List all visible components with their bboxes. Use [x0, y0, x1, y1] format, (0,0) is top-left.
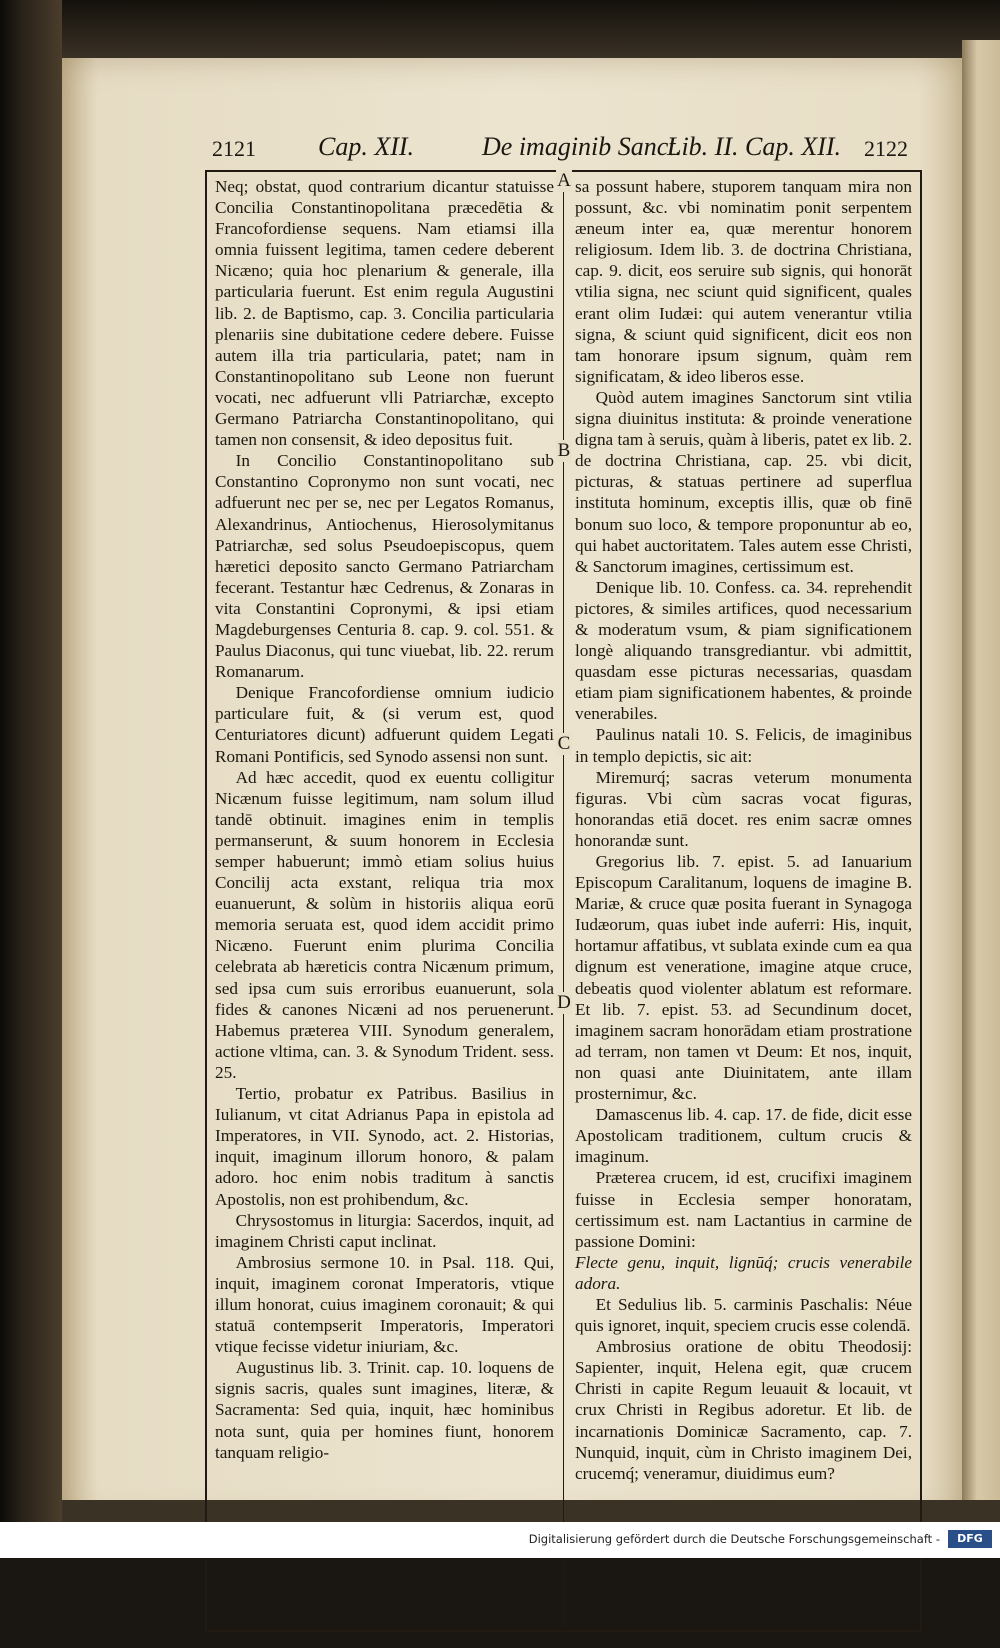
- margin-letter-d: D: [557, 992, 571, 1013]
- paragraph: Neq; obstat, quod contrarium dicantur statuisse Concilia Constantinopolitana præcedētia & Francofordiense sequens. Nam etiamsi illa omnia fuissent legitima, tamen cedere deberent Nicæno; quia hoc plenarium & generale, illa particularia fuerunt. Est enim regula Augustini lib. 2. de Baptismo, cap. 3. Concilia particularia plenariis sine dubitatione cedere debere. Fuisse autem illa tria particularia, patet; nam in Constantinopolitano sub Leone non fuerunt vocati, nec adfuerunt vlli Patriarchæ, excepto Germano Patriarcha Constantinopolitano, qui tamen non consensit, & ideo depositus fuit.: [215, 177, 554, 450]
- paragraph: Augustinus lib. 3. Trinit. cap. 10. loquens de signis sacris, quales sunt imagines, literæ, & Sacramenta: Sed quia, inquit, hæc hominibus nota sunt, quia per homines fiunt, honorem tanquam religio-: [215, 1358, 554, 1462]
- paragraph: Ambrosius sermone 10. in Psal. 118. Qui, inquit, imaginem coronat Imperatoris, vtique illum honorat, cuius imaginem coronauit; & qui statuā contempserit Imperatoris, Imperatori vtique fecisse videtur iniuriam, &c.: [215, 1252, 554, 1357]
- paragraph: Et Sedulius lib. 5. carminis Paschalis: Néue quis ignoret, inquit, speciem crucis esse colendā.: [575, 1294, 912, 1336]
- verse-quote: Flecte genu, inquit, lignūq́; crucis venerabile adora.: [575, 1252, 912, 1293]
- paragraph: Chrysostomus in liturgia: Sacerdos, inquit, ad imaginem Christi caput inclinat.: [215, 1210, 554, 1251]
- running-header: [212, 132, 920, 166]
- chapter-left: Cap. XII.: [318, 132, 415, 161]
- next-page-edge: [962, 40, 1000, 1520]
- paragraph: In Concilio Constantinopolitano sub Constantino Copronymo non sunt vocati, nec adfuerunt nec per se, nec per Legatos Romanus, Alexandrinus, Antiochenus, Hierosolymitanus Patriarchæ, sed solus Pseudoepiscopus, quem hæretici deposito sancto Germano Patriarcham fecerant. Testantur hæc Cedrenus, & Zonaras in vita Constantini Copronymi, & ipsi etiam Magdeburgenses Centuria 8. cap. 9. col. 551. & Paulus Diaconus, qui tunc viuebat, lib. 22. rerum Romanarum.: [215, 451, 554, 682]
- margin-letter-a: A: [557, 170, 571, 191]
- paragraph: Præterea crucem, id est, crucifixi imaginem fuisse in Ecclesia semper honoratam, certissimum est. nam Lactantius in carmine de passione Domini:: [575, 1168, 912, 1251]
- paragraph: Damascenus lib. 4. cap. 17. de fide, dicit esse Apostolicam traditionem, cultum crucis & imaginum.: [575, 1105, 912, 1167]
- paragraph: sa possunt habere, stuporem tanquam mira non possunt, &c. vbi nominatim ponit serpentem æneum inter ea, quæ merentur honorem religiosum. Idem lib. 3. de doctrina Christiana, cap. 9. dicit, eos seruire sub signis, qui honorāt vtilia signa, nec sciunt quid significent, quales erant olim Iudæi: qui autem venerantur vtilia signa, & sciunt quid significent, dicit eos non tam honorare ipsum signum, quàm rem significatam, & ideo liberos esse.: [575, 177, 912, 386]
- verse-quote: Miremurq́; sacras veterum monumenta figuras. Vbi cùm sacras vocat figuras, honorandas etiā docet. res enim sacræ omnes honorandæ sunt.: [575, 767, 912, 850]
- margin-letter-c: C: [557, 733, 571, 754]
- margin-letter-b: B: [557, 440, 571, 461]
- scan-top-edge: [62, 0, 1000, 58]
- book-chapter: Lib. II. Cap. XII.: [667, 132, 842, 161]
- column-divider: [563, 170, 564, 1627]
- paragraph: Gregorius lib. 7. epist. 5. ad Ianuarium Episcopum Caralitanum, loquens de imagine B. Mariæ, & cruce quæ posita fuerant in Synagoga Iudæorum, quas iubet inde auferri: His, inquit, hortamur affatibus, vt sublata exinde cum ea qua dignum est veneratione, imagine atque cruce, debeatis quod violenter ablatum est reformare. Et lib. 7. epist. 53. ad Secundinum docet, imaginem sacram honorādam etiam prostratione ad terram, non tamen vt Deum: Et nos, inquit, non quasi ante Diuinitatem, ante illam prosternimur, &c.: [575, 852, 912, 1104]
- paragraph: Quòd autem imagines Sanctorum sint vtilia signa diuinitus instituta: & proinde veneratione digna tam à seruis, quàm à liberis, patet ex lib. 2. de doctrina Christiana, cap. 25. vbi dicit, picturas, & statuas pertinere ad superflua instituta hominum, exceptis illis, quæ ob finē bonum suo loco, & tempore proponuntur ab eo, qui habet auctoritatem. Tales autem esse Christi, & Sanctorum imagines, certissimum est.: [575, 387, 912, 576]
- paragraph: Ad hæc accedit, quod ex euentu colligitur Nicænum fuisse legitimum, nam solum illud tandē obtinuit. imagines enim in templis permanserunt, & suum honorem in Ecclesia semper habuerunt; immò etiam solius huius Concilij acta exstant, reliqua tria mox euanuerunt, & solùm in historiis aliqua eorū memoria seruata est, quod idem accidit primo Nicæno. Fuerunt enim plurima Concilia celebrata ab hæreticis contra Nicænum primum, sed ipsa cum suis erroribus euanuerunt, sola fides & canones Nicæni ad nos peruenerunt. Habemus præterea VIII. Synodum generalem, actione vltima, can. 3. & Synodum Trident. sess. 25.: [215, 767, 554, 1082]
- catchword: Hiero-: [852, 1631, 897, 1647]
- paragraph: Tertio, probatur ex Patribus. Basilius in Iulianum, vt citat Adrianus Papa in epistola ad Imperatores, in VII. Synodo, act. 2. Historias, inquit, imaginum illorum honoro, & palam adoro. hoc enim nobis traditum à sanctis Apostolis, non est prohibendum, &c.: [215, 1084, 554, 1209]
- left-column: [215, 176, 554, 1463]
- paragraph: Paulinus natali 10. S. Felicis, de imaginibus in templo depictis, sic ait:: [575, 725, 912, 766]
- dfg-logo: DFG: [948, 1530, 992, 1548]
- paragraph: Denique lib. 10. Confess. ca. 34. reprehendit pictores, & similes artifices, quod necessarium & moderatum vsum, & piam significationem longè aliquando transgrediantur. vbi admittit, quasdam esse picturas necessarias, quasdam etiam piam significationem habentes, & proinde venerabiles.: [575, 577, 912, 724]
- page-number-left: 2121: [212, 136, 256, 161]
- header-title: De imaginib Sanct.: [482, 132, 683, 161]
- paragraph: Ambrosius oratione de obitu Theodosij: Sapienter, inquit, Helena egit, quæ crucem Christi in capite Regum leuauit & locauit, vt crux Christi in Regibus adoretur. Et lib. de incarnationis Dominicæ Sacramento, cap. 7. Nunquid, inquit, cùm in Christo imaginem Dei, crucemq́; veneramur, diuidimus eum?: [575, 1337, 912, 1483]
- digitization-footer: [0, 1522, 1000, 1558]
- footer-credit: Digitalisierung gefördert durch die Deutsche Forschungsgemeinschaft -: [528, 1532, 940, 1546]
- book-spine: [0, 0, 62, 1522]
- paragraph: Denique Francofordiense omnium iudicio particulare fuit, & (si verum est, quod Centuriatores dicunt) adfuerunt quidem Legati Romani Pontificis, sed Synodo assensi non sunt.: [215, 683, 554, 766]
- page-number-right: 2122: [864, 136, 908, 161]
- right-column: [575, 176, 912, 1484]
